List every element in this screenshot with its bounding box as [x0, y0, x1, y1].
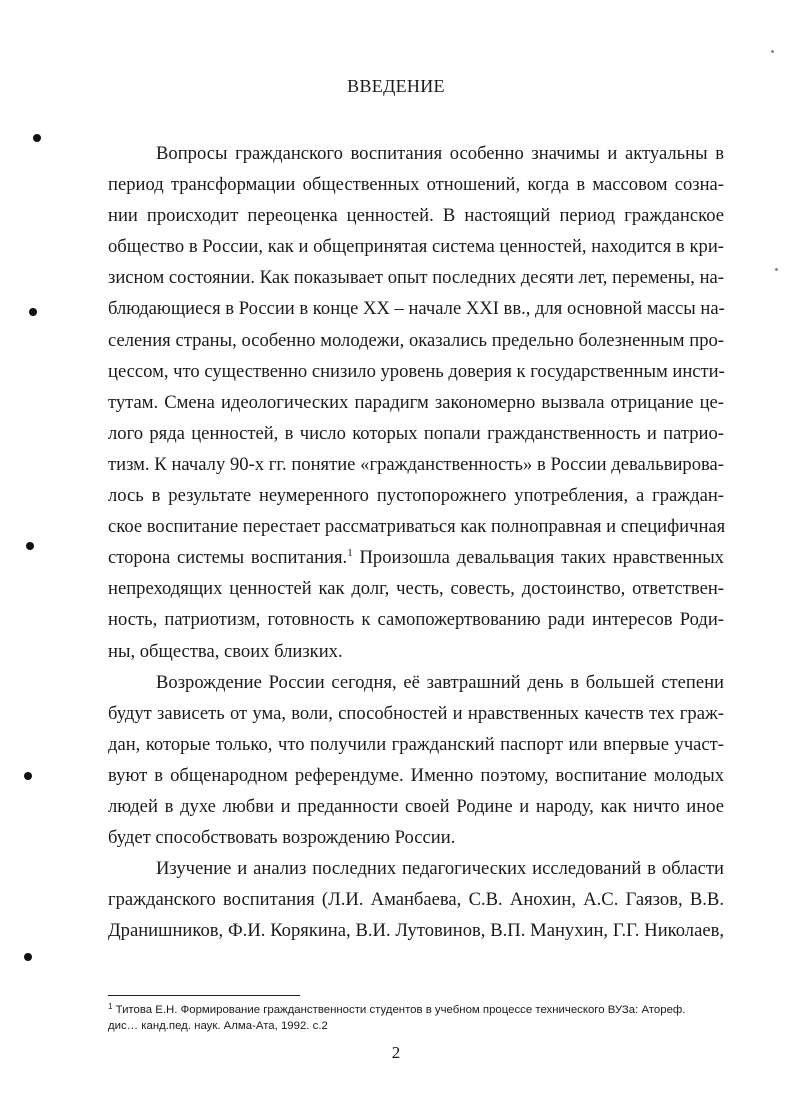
- paragraph-1-line-5: зисном состоянии. Как показывает опыт последних десяти лет, перемены, на-: [108, 267, 724, 289]
- footnote-line-1: [108, 1002, 724, 1018]
- paragraph-2-line-3: дан, которые только, что получили гражданский паспорт или впервые участ-: [108, 733, 724, 755]
- binder-hole-1: [33, 134, 41, 142]
- page-number: 2: [391, 1043, 401, 1062]
- paragraph-1-line-12: лось в результате неумеренного пустопорожнего употребления, а граждан-: [108, 485, 724, 507]
- body-text: [108, 138, 724, 946]
- paragraph-1-line-4: общество в России, как и общепринятая система ценностей, находится в кри-: [108, 236, 724, 258]
- paragraph-1-line-6: блюдающиеся в России в конце XX – начале XXI вв., для основной массы на-: [108, 298, 725, 320]
- paragraph-1-line-14-end: Произошла девальвация таких нравственных: [352, 547, 724, 569]
- scan-speck: [771, 50, 774, 53]
- paragraph-2-line-6: будет способствовать возрождению России.: [108, 827, 456, 849]
- paragraph-1-line-7: селения страны, особенно молодежи, оказались предельно болезненным про-: [108, 329, 724, 351]
- paragraph-1-line-14: [108, 542, 724, 573]
- paragraph-1-line-16: ность, патриотизм, готовность к самопожертвованию ради интересов Роди-: [108, 609, 724, 631]
- footnote-divider: [108, 995, 300, 996]
- paragraph-1-line-3: нии происходит переоценка ценностей. В настоящий период гражданское: [108, 205, 724, 227]
- paragraph-1-line-17: ны, общества, своих близких.: [108, 640, 343, 662]
- paragraph-1-line-1: Вопросы гражданского воспитания особенно значимы и актуальны в: [156, 143, 724, 164]
- paragraph-3-line-2: гражданского воспитания (Л.И. Аманбаева, С.В. Анохин, А.С. Гаязов, В.В.: [108, 889, 724, 911]
- paragraph-3-line-3: Дранишников, Ф.И. Корякина, В.И. Лутовинов, В.П. Манухин, Г.Г. Николаев,: [108, 920, 724, 942]
- footnote: [108, 1002, 724, 1034]
- footnote-line-2: дис… канд.пед. наук. Алма-Ата, 1992. с.2: [108, 1020, 328, 1032]
- binder-hole-4: [24, 772, 32, 780]
- paragraph-1-line-14-start: сторона системы воспитания.: [108, 547, 348, 569]
- paragraph-1-line-2: период трансформации общественных отношений, когда в массовом созна-: [108, 174, 724, 196]
- paragraph-2-line-2: будут зависеть от ума, воли, способностей и нравственных качеств тех граж-: [108, 702, 724, 724]
- binder-hole-5: [24, 953, 32, 961]
- paragraph-1-line-15: непреходящих ценностей как долг, честь, совесть, достоинство, ответствен-: [108, 578, 724, 600]
- paragraph-1-line-11: тизм. К началу 90-х гг. понятие «гражданственность» в России девальвирова-: [108, 453, 724, 475]
- paragraph-1-line-9: тутам. Смена идеологических парадигм закономерно вызвала отрицание це-: [108, 391, 724, 413]
- paragraph-1-line-8: цессом, что существенно снизило уровень доверия к государственным инсти-: [108, 360, 725, 382]
- paragraph-3-line-1: Изучение и анализ последних педагогических исследований в области: [156, 858, 724, 880]
- paragraph-2-line-5: людей в духе любви и преданности своей Родине и народу, как ничто иное: [108, 795, 724, 817]
- paragraph-1-line-13: ское воспитание перестает рассматриваться как полноправная и специфичная: [108, 516, 726, 538]
- paragraph-2-line-4: вуют в общенародном референдуме. Именно поэтому, воспитание молодых: [108, 764, 724, 786]
- page-title: ВВЕДЕНИЕ: [347, 76, 445, 96]
- paragraph-2-line-1: Возрождение России сегодня, её завтрашний день в большей степени: [156, 671, 724, 693]
- binder-hole-3: [26, 542, 34, 550]
- binder-hole-2: [29, 308, 37, 316]
- footnote-reference: 1: [347, 547, 353, 560]
- footnote-marker: 1: [108, 1002, 113, 1011]
- paragraph-1-line-10: лого ряда ценностей, в число которых попали гражданственность и патрио-: [108, 422, 724, 444]
- scan-speck: [775, 268, 778, 271]
- footnote-text-1: Титова Е.Н. Формирование гражданственности студентов в учебном процессе технического ВУЗа: Атореф.: [112, 1004, 686, 1016]
